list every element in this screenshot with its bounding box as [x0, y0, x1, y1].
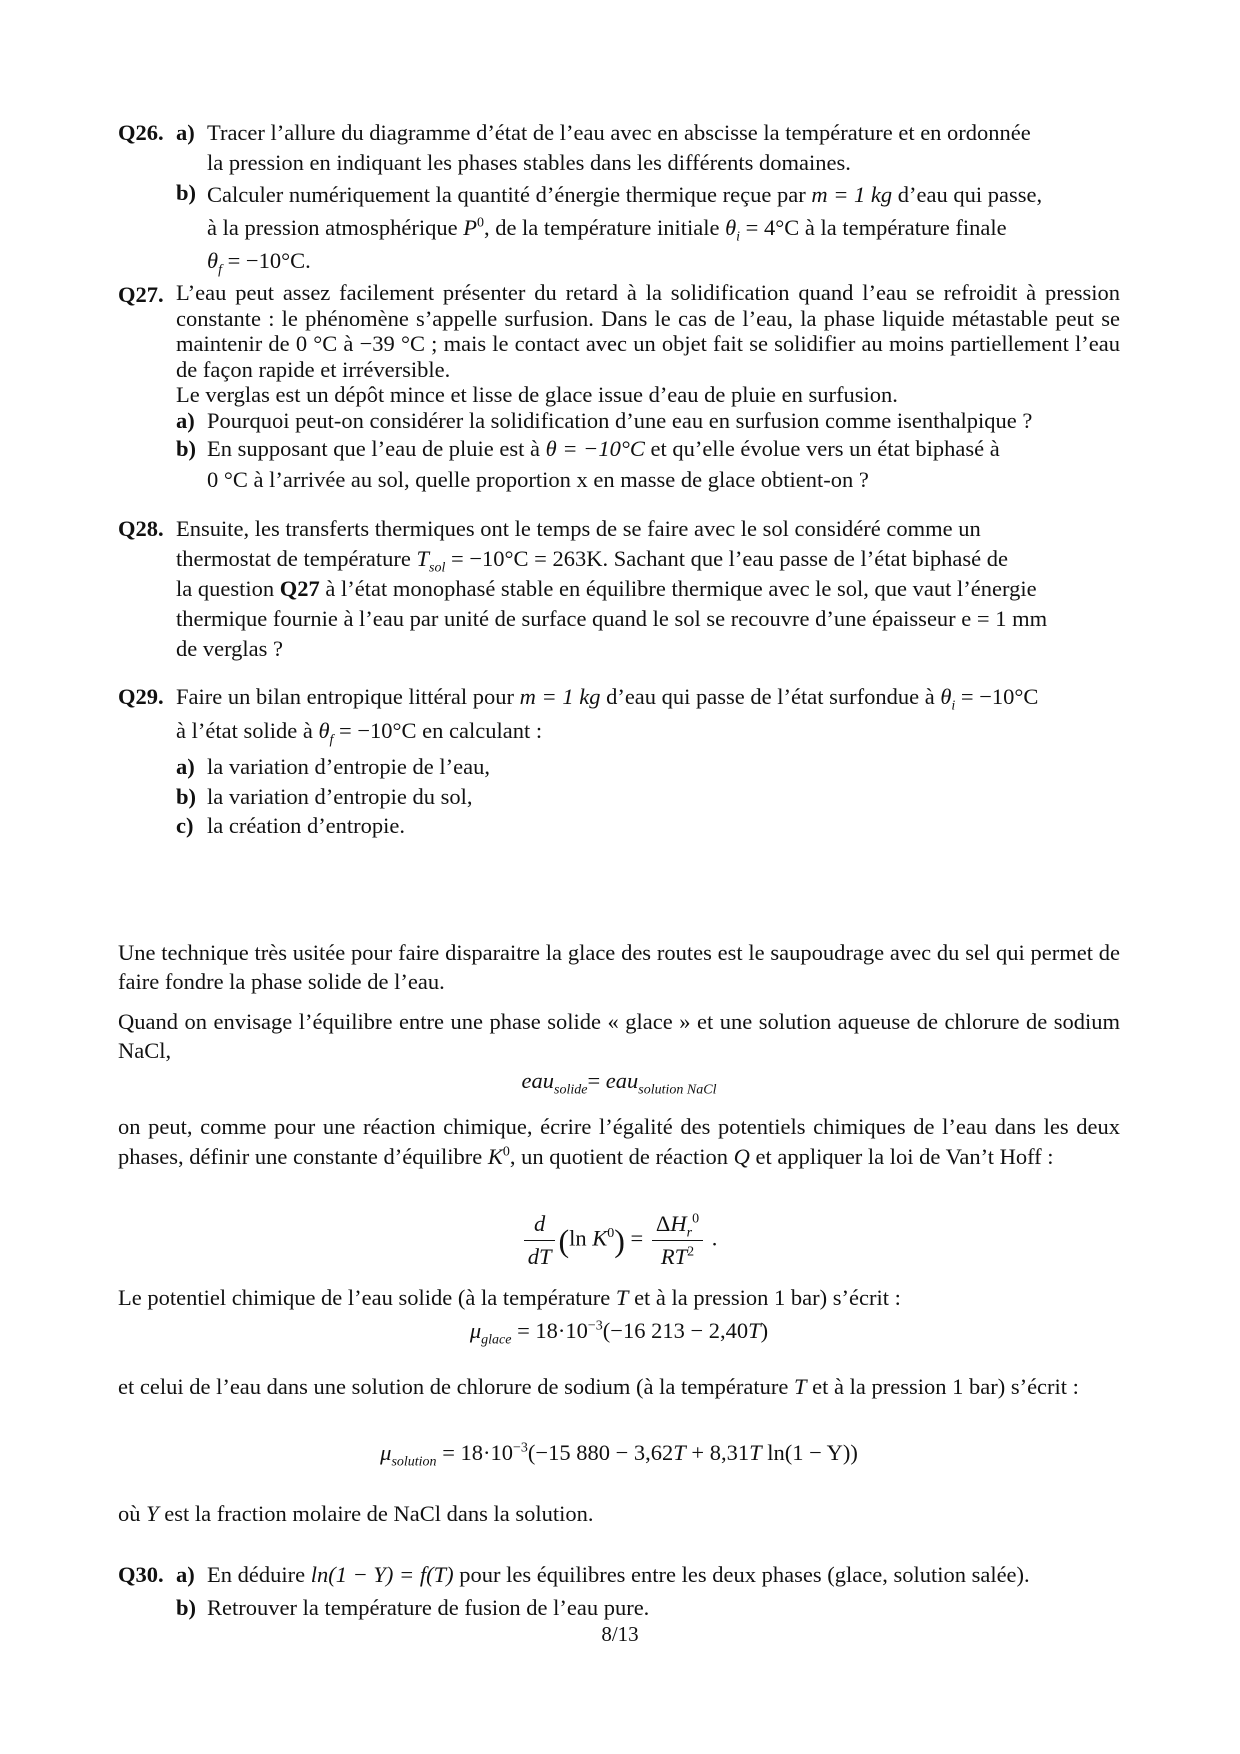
q27-b-text: En supposant que l’eau de pluie est à θ = −10°C et qu’elle évolue vers un état biphasé à 0 °C à l’arrivée au sol, quelle proportion x en masse de glace obtient-on ? — [207, 436, 1000, 492]
q26-b-text: Calculer numériquement la quantité d’énergie thermique reçue par m = 1 kg d’eau qui passe, à la pression atmosphérique $P^0$, de la température initiale $\theta_i = 4^\circ C$ à la température finale $\theta_f = -10^\circ C$. — [207, 182, 1043, 278]
q27-paragraph-2: Le verglas est un dépôt mince et lisse de glace issue d’eau de pluie en surfusion. — [176, 382, 898, 407]
part-label: b) — [176, 180, 197, 205]
question-label: Q30. — [118, 1562, 164, 1587]
intro-paragraph-6: où Y est la fraction molaire de NaCl dans la solution. — [118, 1501, 594, 1526]
part-label: b) — [176, 1595, 197, 1620]
q26-a-text: Tracer l’allure du diagramme d’état de l’eau avec en abscisse la température et en ordonnée la pression en indiquant les phases stables dans les différents domaines. — [207, 120, 1031, 175]
question-27 — [118, 280, 1120, 495]
page-number: 8/13 — [601, 1622, 639, 1646]
part-label: a) — [176, 407, 195, 433]
part-label: c) — [176, 813, 194, 838]
question-29 — [118, 680, 1120, 841]
question-30 — [118, 1558, 1120, 1624]
equation-vant-hoff: $\frac{d}{dT}$ (ln $K^0$) = $\frac{\Delta H_r^0}{RT^2}$ . — [118, 1210, 1120, 1271]
question-label: Q27. — [118, 282, 164, 307]
question-label: Q26. — [118, 120, 164, 145]
q29-b-text: la variation d’entropie du sol, — [207, 783, 473, 809]
part-label: a) — [176, 754, 195, 779]
equation-mu-solution: $\mu_{solution} = 18\cdot 10^{-3}(-15$ 880 − 3,62T + 8,31T ln(1 − Y)) — [380, 1440, 858, 1470]
intro-paragraph-2: Quand on envisage l’équilibre entre une phase solide « glace » et une solution aqueuse de chlorure de sodium NaCl, — [118, 1009, 1120, 1063]
q30-b-text: Retrouver la température de fusion de l’eau pure. — [207, 1595, 650, 1620]
equation-mu-glace: $\mu_{glace} = 18\cdot 10^{-3}(-16$ 213 − 2,40T) — [469, 1318, 769, 1348]
q29-a-text: la variation d’entropie de l’eau, — [207, 754, 490, 779]
intro-paragraph-3: on peut, comme pour une réaction chimique, écrire l’égalité des potentiels chimiques de l’eau dans les deux phases, définir une constante d’équilibre $K^0$, un quotient de réaction Q et appliquer la loi de Van’t Hoff : — [118, 1114, 1120, 1169]
question-label: Q29. — [118, 684, 164, 709]
intro-paragraph-5: et celui de l’eau dans une solution de chlorure de sodium (à la température T et à la pression 1 bar) s’écrit : — [118, 1374, 1079, 1399]
equation-equilibrium: eau$_{solide}$= eau$_{solution NaCl}$ — [521, 1068, 717, 1098]
question-28 — [118, 514, 1120, 664]
q27-paragraph: L’eau peut assez facilement présenter du retard à la solidification quand l’eau se refroidit à pression constante : le phénomène s’appelle surfusion. Dans le cas de l’eau, la phase liquide métastable peut se maintenir de 0 °C à −39 °C ; mais le contact avec un objet fait se solidifier au moins partiellement l’eau de façon rapide et irréversible. — [176, 280, 1120, 382]
part-label: a) — [176, 120, 195, 145]
q27-a-text: Pourquoi peut-on considérer la solidification d’une eau en surfusion comme isenthalpique ? — [207, 407, 1033, 433]
part-label: b) — [176, 783, 197, 809]
intro-paragraph-1: Une technique très usitée pour faire disparaitre la glace des routes est le saupoudrage avec du sel qui permet de faire fondre la phase solide de l’eau. — [118, 940, 1120, 994]
q28-text: Ensuite, les transferts thermiques ont le temps de se faire avec le sol considéré comme un thermostat de température $T_{sol} = -10^\circ C = 263K$. Sachant que l’eau passe de l’état biphasé de la question Q27 à l’état monophasé stable en équilibre thermique avec le sol, que vaut l’énergie thermique fournie à l’eau par unité de surface quand le sol se recouvre d’une épaisseur e = 1 mm de verglas ? — [176, 516, 1048, 661]
part-label: b) — [176, 436, 197, 461]
q29-c-text: la création d’entropie. — [207, 813, 406, 838]
question-label: Q28. — [118, 516, 164, 541]
question-26 — [118, 118, 1120, 277]
q29-text: Faire un bilan entropique littéral pour m = 1 kg d’eau qui passe de l’état surfondue à $\theta_i = -10^\circ C$ à l’état solide à $\theta_f = -10^\circ C$ en calculant : — [176, 684, 1039, 748]
intro-paragraph-4: Le potentiel chimique de l’eau solide (à la température T et à la pression 1 bar) s’écrit : — [118, 1285, 901, 1310]
q30-a-text: En déduire ln(1 − Y) = f(T) pour les équilibres entre les deux phases (glace, solution salée). — [207, 1562, 1030, 1587]
part-label: a) — [176, 1562, 195, 1587]
